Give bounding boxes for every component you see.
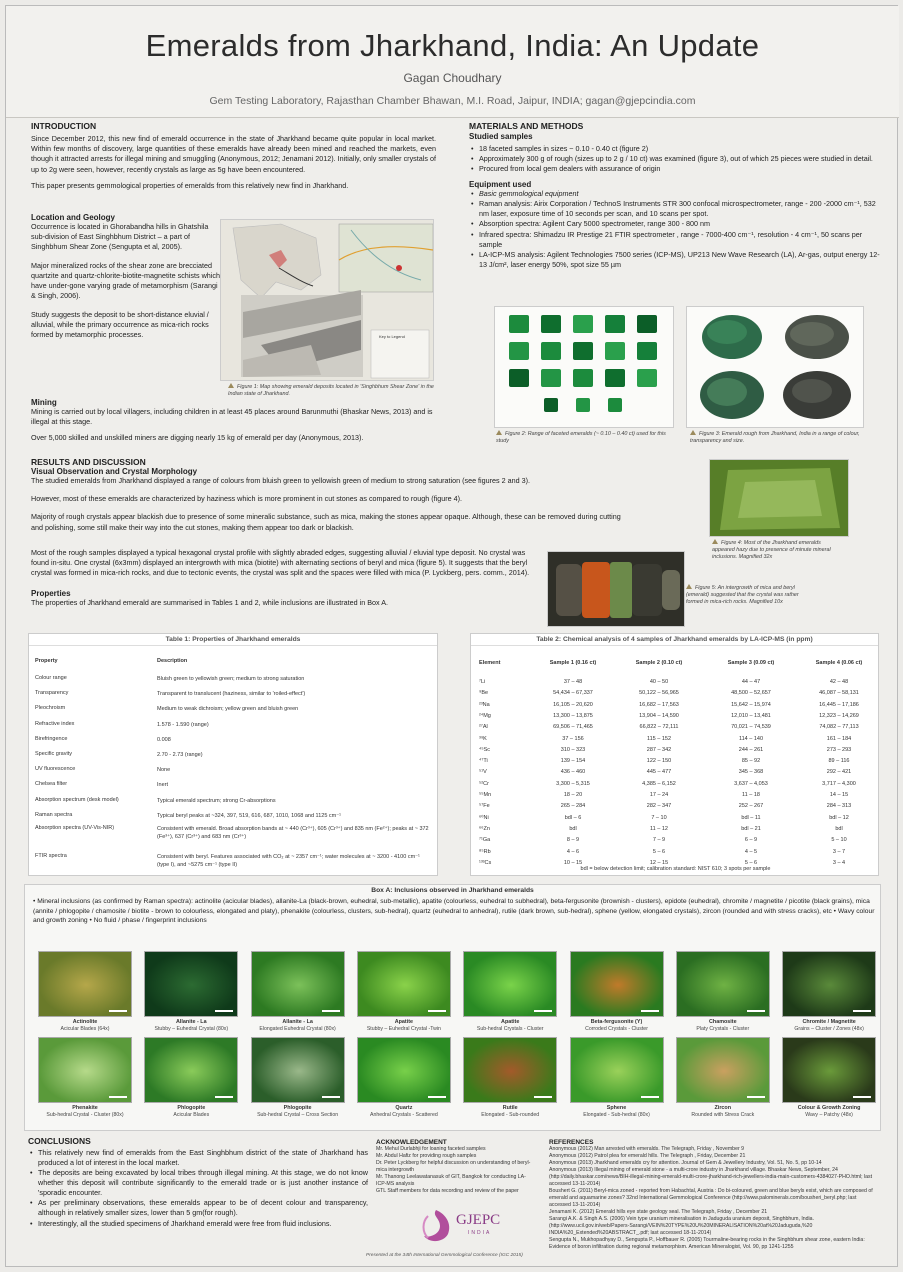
faceted-emerald: [576, 398, 590, 412]
inclusion-name: Actinolite: [72, 1019, 98, 1025]
table-2-value-cell: 54,434 – 67,337: [553, 690, 593, 697]
inclusion-description: Acicular Blades: [173, 1112, 210, 1118]
samples-list: [469, 144, 881, 174]
faceted-emerald: [605, 369, 625, 387]
faceted-emerald: [608, 398, 622, 412]
table-1-description-cell: None: [157, 767, 171, 773]
results-heading: RESULTS AND DISCUSSION: [31, 457, 146, 467]
table-1-title: Table 1: Properties of Jharkhand emeralds: [29, 634, 437, 646]
conclusion-item: • This relatively new find of emeralds from the East Singhbhum district of the state of Jharkhand has produced a lot of interest in the local market.: [28, 1148, 368, 1168]
equipment-item: • Raman analysis: Airix Corporation / TechnoS Instruments STR 300 confocal microspectrometer, range - 200 -2000 cm⁻¹, 532 nm laser, exposure time of 10 seconds per scan, and 10 scans per spot.: [469, 199, 881, 219]
reference-item: Anonymous (2012) Patrol plea for emerald hills. The Telegraph , Friday, December 21: [549, 1153, 746, 1160]
inclusion-photo: [570, 1037, 664, 1103]
table-2-element-cell: ²³Na: [479, 701, 490, 708]
results-p3: Majority of rough crystals appear blackish due to presence of some mineralic substance, such as mica, making the stones appear opaque. Although, these can be removed during cutting and polishing, some still make their way into the cut stones, making them appear too dark or blackish.: [31, 512, 621, 532]
table-2-value-cell: bdl – 21: [741, 825, 761, 832]
table-2-value-cell: 37 – 48: [563, 679, 583, 685]
samples-item: • Procured from local gem dealers with assurance of origin: [469, 164, 881, 174]
table-1-header-property: Property: [35, 658, 58, 664]
figure-2-caption-text: Figure 2: Range of faceted emeralds (~ 0.10 – 0.40 ct) used for this study: [496, 431, 666, 445]
table-2-value-cell: 4 – 6: [566, 848, 580, 855]
table-1-description-cell: Inert: [157, 782, 169, 788]
table-2-value-cell: 244 – 261: [738, 746, 764, 753]
table-2-header-cell: Sample 3 (0.09 ct): [727, 660, 775, 666]
table-2-element-cell: ⁵²Cr: [479, 780, 489, 787]
mining-heading: Mining: [31, 398, 57, 407]
table-2-element-cell: ⁷¹Ga: [479, 837, 491, 844]
figure-1-caption: [228, 383, 434, 398]
faceted-emerald: [509, 315, 529, 333]
ack-line: Mr. Thanong Leelawatanasuk of GIT, Bangkok for conducting LA-ICP-MS analysis: [376, 1174, 526, 1188]
materials-heading: MATERIALS AND METHODS: [469, 121, 584, 131]
table-1-property-cell: Pleochroism: [35, 705, 66, 711]
mining-p1: Mining is carried out by local villagers, including children in at least 45 places around Barunmuthi (Bhaskar News, 2013) and is illegal at this stage.: [31, 407, 433, 427]
table-2-value-cell: 12,323 – 14,269: [819, 712, 859, 719]
table-1-property-cell: Birefringence: [35, 736, 68, 742]
box-a-inclusions: [24, 884, 881, 1131]
presented-note: Presented at the 34th International Gemmological Conference (IGC 2015): [366, 1253, 523, 1258]
faceted-emerald: [637, 369, 657, 387]
inclusion-name: Sphene: [606, 1105, 627, 1111]
table-2-element-cell: ³⁹K: [479, 735, 487, 742]
table-2-value-cell: 3 – 7: [832, 848, 846, 855]
table-2-value-cell: 18 – 20: [563, 792, 583, 798]
table-2-value-cell: 7 – 9: [652, 837, 666, 844]
author: Gagan Choudhary: [403, 71, 502, 85]
table-2-value-cell: 284 – 313: [826, 803, 852, 810]
conclusion-item: • As per preliminary observations, these emeralds appear to be of decent colour and transparency, although in relatively smaller sizes, lower than 5 gm(for rough).: [28, 1198, 368, 1218]
poster: [5, 5, 898, 1267]
table-2-value-cell: 69,506 – 71,465: [553, 724, 593, 731]
ack-line: Dr. Peter Lyckberg for helpful discussion on understanding of beryl-mica intergrowth: [376, 1160, 531, 1174]
inclusion-photo: [144, 951, 238, 1017]
reference-item: Sarangi A.K. & Singh A.S. (2006) Vein type uranium mineralisation in Jaduguda uranium deposit, Singhbhum, India. (http://www.ucil.gov.in/web/Papers-Sarangi/VEIN%20TYPE%20U%20MINERALISATION%20at%20Jaduguda,%20 INDIA%20_Extended%20ABSTRACT_.pdf; last accessed 18-11-2014): [549, 1216, 815, 1237]
table-2-value-cell: 310 – 323: [560, 746, 586, 753]
table-2-value-cell: 85 – 92: [741, 758, 761, 765]
samples-item: • Approximately 300 g of rough (sizes up to 2 g / 10 ct) was examined (figure 3), out of which 25 pieces were studied in detail.: [469, 154, 881, 164]
inclusion-photo: [676, 1037, 770, 1103]
table-2-element-cell: ⁹Be: [479, 690, 489, 697]
conclusion-item: • The deposits are being excavated by local tribes through illegal mining. At this stage, we do not know whether this deposit will contribute significantly to the emerald trade or is just another instance of 'sporadic encounter.: [28, 1168, 368, 1198]
table-1-property-cell: UV fluorescence: [35, 766, 76, 772]
inclusion-photo: [463, 951, 557, 1017]
table-2-element-cell: ⁸⁵Rb: [479, 848, 491, 855]
equipment-item: • LA-ICP-MS analysis: Agilent Technologies 7500 series (ICP-MS), UP213 New Wave Research (LA), Ar-gas, output energy 12-13 J/cm², laser energy 50%, spot size 55 µm: [469, 250, 881, 270]
table-2-element-cell: ⁶⁰Ni: [479, 814, 489, 821]
inclusion-description: Rounded with Stress Crack: [691, 1112, 755, 1118]
table-2-note: bdl = below detection limit; calibration standard: NIST 610; 3 spots per sample: [580, 866, 771, 872]
inclusion-name: Allanite - La: [176, 1019, 207, 1025]
figure-3-caption: [690, 430, 862, 445]
table-2-value-cell: 8 – 9: [566, 837, 580, 844]
reference-item: Sengupta N., Mukhopadhyay D., Sengupta P., Hoffbauer R. (2005) Tourmaline-bearing rocks in the Singhbhum shear zone, eastern India: Evidence of boron infiltration during regional metamorphism. American Mineralogist, Vol. 90, pp 1241-1255: [549, 1237, 865, 1251]
inclusion-description: Wavy – Patchy (48x): [805, 1112, 853, 1118]
figure-3-rough-emeralds: [686, 306, 864, 428]
inclusion-name: Phlogopite: [283, 1105, 312, 1111]
table-2-value-cell: 13,904 – 14,590: [639, 712, 679, 719]
table-2-value-cell: 252 – 267: [738, 803, 764, 810]
inclusion-name: Phenakite: [72, 1105, 98, 1111]
location-section: [31, 213, 221, 340]
table-2-title: Table 2: Chemical analysis of 4 samples of Jharkhand emeralds by LA-ICP-MS (in ppm): [471, 634, 878, 646]
triangle-marker-icon: [686, 584, 692, 589]
properties-heading: Properties: [31, 588, 71, 598]
location-p2: Major mineralized rocks of the shear zone are brecciated quartzite and quartz-chlorite-biotite-magnetite schists which have under-gone varying grade of metamorphism (Sarangi & Singh, 2006).: [31, 260, 220, 301]
table-2-value-cell: 89 – 116: [828, 758, 850, 765]
table-2-value-cell: 5 – 6: [652, 848, 666, 855]
table-2-value-cell: 3,300 – 5,315: [556, 780, 590, 787]
table-2-element-cell: ²⁴Mg: [479, 712, 491, 719]
table-1-description-cell: Bluish green to yellowish green; medium to strong saturation: [157, 676, 305, 682]
table-2-value-cell: 287 – 342: [646, 746, 672, 753]
table-2-value-cell: 3 – 4: [832, 859, 846, 866]
inclusion-name: Chromite / Magnetite: [802, 1019, 856, 1025]
table-1-description-cell: 0.008: [157, 737, 171, 743]
table-2-value-cell: bdl – 12: [829, 814, 849, 821]
references-heading: REFERENCES: [549, 1139, 594, 1146]
inclusion-photo: [251, 951, 345, 1017]
table-1-property-cell: Transparency: [35, 690, 69, 696]
table-2-value-cell: 14 – 15: [829, 792, 849, 798]
intro-p2: This paper presents gemmological properties of emeralds from this relatively new find in Jharkhand.: [31, 180, 349, 190]
table-2-value-cell: 15,642 – 15,974: [731, 701, 771, 708]
table-2-header-cell: Sample 4 (0.06 ct): [815, 660, 863, 666]
triangle-marker-icon: [228, 383, 234, 388]
table-2-value-cell: 282 – 347: [646, 803, 672, 810]
reference-item: Anonymous (2013) Illegal mining of emerald stone - a multi-crore industry in Jharkhand village. Bhaskar News, September, 24 (http://daily.bhaskar.com/news/BIH-illegal-mining-emerald-multi-crore-jharkhand-rich-jewellers-india-main-customers-4384027-PHO.html; last accessed 13-11-2014): [549, 1167, 873, 1188]
inclusion-name: Chamosite: [709, 1019, 737, 1025]
ack-line: Mr. Mehul Durlabhji for loaning faceted samples: [376, 1146, 486, 1152]
table-2-value-cell: 445 – 477: [646, 769, 672, 776]
table-2-value-cell: 17 – 24: [649, 792, 669, 798]
faceted-emerald: [509, 369, 529, 387]
results-section: [31, 457, 631, 533]
table-1-property-cell: Refractive index: [35, 721, 75, 727]
table-2-value-cell: 40 – 50: [649, 679, 669, 685]
inclusion-description: Elongated Euhedral Crystal (80x): [259, 1026, 336, 1032]
table-2-value-cell: 273 – 293: [826, 746, 852, 753]
table-2-value-cell: bdl – 6: [564, 814, 582, 821]
table-1-description-cell: Consistent with beryl. Features associated with CO₂ at ~ 2357 cm⁻¹; water molecules at ~ 3200 - 4100 cm⁻¹ (type I), and ~5275 cm⁻¹ (type II): [157, 854, 420, 869]
conclusion-item: • Interestingly, all the studied specimens of Jharkhand emerald were free from fluid inclusions.: [28, 1219, 368, 1229]
poster-header: [6, 6, 899, 118]
table-2-value-cell: 16,682 – 17,563: [639, 701, 679, 708]
faceted-emerald: [605, 342, 625, 360]
table-2-element-cell: ⁴⁵Sc: [479, 746, 491, 753]
inclusion-description: Elongated - Sub-hedral (80x): [583, 1112, 650, 1118]
table-1-header-description: Description: [157, 658, 188, 664]
table-2-value-cell: 16,445 – 17,186: [819, 701, 859, 708]
table-2-value-cell: 12 – 15: [649, 859, 669, 866]
logo-subtext: INDIA: [468, 1230, 492, 1236]
table-2-value-cell: 345 – 368: [738, 769, 764, 776]
faceted-emerald: [637, 315, 657, 333]
table-1-property-cell: Colour range: [35, 675, 67, 681]
map-key-title: Key to Legend: [379, 334, 405, 339]
logo-text: GJEPC: [456, 1212, 501, 1228]
reference-item: Jenamani K. (2012) Emerald hills eye state geology seal. The Telegraph, Friday , December 21: [549, 1209, 768, 1216]
figure-4-caption-text: Figure 4: Most of the Jharkhand emeralds appeared hazy due to presence of minute mineral inclusions. Magnified 32x: [712, 540, 831, 561]
table-2-value-cell: 37 – 156: [562, 735, 584, 742]
table-1-property-cell: Absorption spectra (UV-Vis-NIR): [35, 825, 115, 831]
inclusion-name: Quartz: [395, 1105, 413, 1111]
results-subheading: Visual Observation and Crystal Morphology: [31, 467, 198, 476]
equipment-item: • Basic gemmological equipment: [469, 189, 881, 199]
inclusion-photo: [782, 951, 876, 1017]
inclusion-description: Anhedral Crystals - Scattered: [370, 1112, 438, 1118]
table-2-header-cell: Element: [479, 660, 501, 666]
map-graphic: [221, 220, 434, 381]
faceted-emerald: [605, 315, 625, 333]
table-2-value-cell: 115 – 152: [646, 735, 672, 742]
gjepc-logo: [416, 1206, 536, 1246]
table-1-description-cell: 2.70 - 2.73 (range): [157, 752, 203, 758]
inclusion-name: Allanite - La: [282, 1019, 313, 1025]
triangle-marker-icon: [496, 430, 502, 435]
acknowledgement-section: [376, 1139, 536, 1195]
table-2-element-cell: ⁵¹V: [479, 769, 487, 776]
table-2-value-cell: 265 – 284: [560, 803, 586, 810]
inclusion-name: Beta-fergusonite (Y): [590, 1019, 643, 1025]
inclusion-name: Phlogopite: [177, 1105, 206, 1111]
inclusion-description: Stubby – Euhedral Crystal (80x): [154, 1026, 229, 1032]
inclusion-description: Acicular Blades (64x): [60, 1026, 110, 1032]
table-2-element-cell: ¹³³Cs: [479, 859, 492, 866]
faceted-emerald: [573, 342, 593, 360]
location-p3: Study suggests the deposit to be short-distance eluvial / alluvial, while the primary occurrence as mica-rich rocks formed by metamorphic processes.: [31, 309, 209, 339]
inclusion-name: Apatite: [394, 1019, 414, 1025]
equipment-item: • Absorption spectra: Agilent Cary 5000 spectrometer, range 300 - 800 nm: [469, 219, 881, 229]
inclusion-photo: [251, 1037, 345, 1103]
inclusion-description: Platy Crystals - Cluster: [696, 1026, 750, 1032]
table-2-value-cell: 10 – 15: [563, 859, 583, 866]
table-2-value-cell: 4,385 – 6,152: [642, 780, 676, 787]
table-2-element-cell: ⁷Li: [479, 679, 486, 685]
affiliation: Gem Testing Laboratory, Rajasthan Chamber Bhawan, M.I. Road, Jaipur, INDIA; gagan@gjepcindia.com: [209, 95, 696, 107]
faceted-emerald: [544, 398, 558, 412]
faceted-emeralds-graphic: [495, 307, 674, 428]
faceted-emerald: [541, 342, 561, 360]
table-1-properties: [28, 633, 438, 876]
table-2-header-cell: Sample 2 (0.10 ct): [635, 660, 683, 666]
table-2-value-cell: 11 – 12: [650, 825, 668, 832]
reference-item: Anonymous (2013) Jharkhand emeralds cry for attention. Journal of Gem & Jewellery Industry, Vol. 51, No. 5, pp 10-14: [549, 1160, 822, 1167]
results-p4: Most of the rough samples displayed a typical hexagonal crystal profile with slightly abraded edges, suggesting alluvial / eluvial type deposit. No crystal was found in-situ. One crystal (6x3mm) displayed an intergrowth with mica (biotite) with alternating sections of beryl and mica (figure 5). It suggests that the beryl crystal was formed in mica-rich rocks, and due to tectonic events, the crystal was split and the spaces were filled with mica (P. Lyckberg, pers. comm., 2014).: [31, 548, 530, 578]
faceted-emerald: [637, 342, 657, 360]
inclusion-photo: [38, 951, 132, 1017]
inclusion-description: Elongated - Sub-rounded: [481, 1112, 540, 1118]
table-2-value-cell: 12,010 – 13,481: [731, 712, 771, 719]
mining-p2: Over 5,000 skilled and unskilled miners are digging nearly 15 kg of emerald per day (Anonymous, 2013).: [31, 433, 364, 443]
box-a-title: Box A: Inclusions observed in Jharkhand emeralds: [371, 887, 534, 894]
results-morphology: [31, 548, 531, 608]
inclusion-photo: [782, 1037, 876, 1103]
figure-4-caption: [712, 539, 837, 561]
triangle-marker-icon: [712, 539, 718, 544]
equipment-item: • Infrared spectra: Shimadzu IR Prestige 21 FTIR spectrometer , range - 7000-400 cm⁻¹, resolution - 4 cm⁻¹, 50 scans per sample: [469, 230, 881, 250]
inclusion-description: Sub-hedral Crystal - Cluster (80x): [46, 1112, 124, 1118]
table-2-element-cell: ⁴⁷Ti: [479, 758, 488, 765]
inclusion-photo: [570, 951, 664, 1017]
table-2-value-cell: 16,105 – 20,620: [553, 701, 593, 708]
table-2-value-cell: 161 – 184: [826, 735, 852, 742]
table-1-description-cell: Transparent to translucent (haziness, similar to 'roiled-effect'): [157, 691, 306, 697]
figure-2-caption: [496, 430, 672, 445]
inclusion-photo: [144, 1037, 238, 1103]
table-2-value-cell: 114 – 140: [738, 735, 764, 742]
table-1-property-cell: Chelsea filter: [35, 781, 68, 787]
table-2-value-cell: 3,717 – 4,300: [822, 780, 856, 787]
table-2-header-cell: Sample 1 (0.16 ct): [549, 660, 597, 666]
table-2-value-cell: 44 – 47: [741, 679, 761, 685]
figure-3-caption-text: Figure 3: Emerald rough from Jharkhand, India in a range of colour, transparency and size.: [690, 431, 860, 445]
table-2-value-cell: 139 – 154: [560, 758, 586, 765]
figure-1-caption-text: Figure 1: Map showing emerald deposits located in 'Singhbhum Shear Zone' in the Indian state of Jharkhand.: [228, 384, 434, 398]
table-2-element-cell: ²⁷Al: [479, 724, 488, 731]
inclusion-photo: [357, 1037, 451, 1103]
table-2-value-cell: 3,637 – 4,053: [734, 780, 768, 787]
table-1-description-cell: Medium to weak dichroism; yellow green and bluish green: [157, 706, 299, 712]
gjepc-logo-icon: [416, 1206, 456, 1246]
table-2-value-cell: 11 – 18: [742, 792, 760, 798]
table-2-value-cell: 48,500 – 52,657: [731, 690, 771, 697]
inclusion-description: Sub-hedral Crystals - Cluster: [476, 1026, 544, 1032]
faceted-emerald: [541, 369, 561, 387]
inclusion-name: Rutile: [502, 1105, 518, 1111]
table-2-value-cell: 5 – 6: [744, 859, 758, 866]
triangle-marker-icon: [690, 430, 696, 435]
location-p1: Occurrence is located in Ghorabandha hills in Ghatshila sub-division of East Singhbhum District – a part of Singhbhum Shear Zone (Sengupta et al, 2005).: [31, 222, 209, 252]
mining-section: [31, 398, 436, 444]
inclusion-photo: [357, 951, 451, 1017]
conclusions-list: [28, 1148, 368, 1229]
faceted-emerald: [541, 315, 561, 333]
inclusion-photo: [463, 1037, 557, 1103]
inclusion-description: Sub-hedral Crystal – Cross Section: [257, 1112, 339, 1118]
table-1-property-cell: Specific gravity: [35, 751, 72, 757]
equipment-list: [469, 189, 881, 270]
figure-4-hazy-emerald: [709, 459, 849, 537]
samples-heading: Studied samples: [469, 132, 533, 141]
table-2-value-cell: 6 – 9: [744, 837, 758, 844]
poster-title: Emeralds from Jharkhand, India: An Update: [145, 28, 760, 63]
conclusions-heading: CONCLUSIONS: [28, 1136, 91, 1146]
inclusion-photo: [38, 1037, 132, 1103]
intro-p1: Since December 2012, this new find of emerald occurrence in the state of Jharkhand became quite popular in local market. Within few months of discovery, large quantities of these emeralds have already been mined and reached the markets, even though it attracted arrests for illegal mining and smuggling (Anonymous, 2012; Jenamani 2012). Initially, only smaller crystals of up to 2g were seen, however, recently crystals as large as 5g have been encountered.: [31, 134, 436, 174]
results-p1: The studied emeralds from Jharkhand displayed a range of colours from bluish green to yellowish green of medium to strong saturation (see figures 2 and 3).: [31, 476, 530, 485]
box-a-text-content: Mineral inclusions (as confirmed by Raman spectra): actinolite (acicular blades), allanite-La (black-brown, euhedral, sub-metallic), apatite (colourless, euhedral to subhedral), beta-fergusonite (brownish - clusters), epidote (euhedral), chromite / magnetite / picotite (black grains), mica (annite / phlogopite / chamosite / biotite - brown to colourless, elongated and platy), phenakite (colourless, clusters, sub-hedral), quartz (euhedral to anhedral), rutile (dark brown, sub-hedral), sphene (yellow, elongated crystals), zircon (rounded and with stress cracks), etc • Wavy colour and growth zoning • No fluid / phase / fingerprint inclusions: [33, 898, 875, 925]
faceted-emerald: [573, 315, 593, 333]
figure-5-caption: [686, 584, 801, 606]
table-2-element-cell: ⁶⁶Zn: [479, 825, 490, 832]
rough-emeralds-graphic: [687, 307, 864, 428]
table-2-value-cell: 5 – 10: [831, 837, 847, 844]
references-section: [549, 1139, 879, 1251]
table-2-value-cell: 292 – 421: [826, 769, 852, 776]
table-2-value-cell: 13,300 – 13,875: [553, 712, 593, 719]
materials-section: [469, 121, 881, 270]
inclusion-description: Corroded Crystals - Cluster: [585, 1026, 648, 1032]
table-2-value-cell: 4 – 5: [744, 848, 758, 855]
inclusion-name: Zircon: [714, 1105, 732, 1111]
table-2-value-cell: 7 – 10: [651, 814, 667, 821]
reference-item: Anonymous (2012) Man arrested with emeralds. The Telegraph, Friday , November 9: [549, 1146, 745, 1152]
intro-heading: INTRODUCTION: [31, 121, 97, 131]
conclusions-section: [28, 1136, 368, 1229]
ack-line: Mr. Abdul Hafiz for providing rough samples: [376, 1153, 477, 1160]
hazy-emerald-graphic: [710, 460, 849, 537]
figure-2-faceted-emeralds: [494, 306, 674, 428]
inclusion-photo: [676, 951, 770, 1017]
table-2-value-cell: 74,082 – 77,113: [819, 724, 859, 731]
table-1-property-cell: FTIR spectra: [35, 853, 67, 859]
figure-5-caption-text: Figure 5: An intergrowth of mica and beryl (emerald) suggested that the crystal was rather formed in mica-rich rocks. Magnified 10x: [686, 585, 799, 606]
table-2-value-cell: 50,122 – 56,965: [639, 690, 679, 697]
location-heading: Location and Geology: [31, 213, 116, 222]
inclusion-description: Stubby – Euhedral Crystal -Twin: [366, 1026, 441, 1032]
faceted-emerald: [509, 342, 529, 360]
equipment-heading: Equipment used: [469, 180, 532, 190]
table-1-description-cell: Typical beryl peaks at ~324, 397, 519, 616, 687, 1010, 1068 and 1125 cm⁻¹: [157, 813, 341, 819]
properties-text: The properties of Jharkhand emerald are summarised in Tables 1 and 2, while inclusions are illustrated in Box A.: [31, 597, 389, 607]
intro-section: [31, 121, 436, 191]
table-2-value-cell: 122 – 150: [646, 758, 672, 765]
faceted-emerald: [573, 369, 593, 387]
table-1-description-cell: 1.578 - 1.590 (range): [157, 722, 209, 728]
inclusion-name: Apatite: [501, 1019, 520, 1025]
acknowledgement-heading: ACKNOWLEDGEMENT: [376, 1139, 447, 1146]
reference-item: Boushert G. (2011) Beryl-mica zoned - reported from Habachtal, Austria : Do bi-coloured, green and blue beryls exist, which are composed of emerald and aquamarine zones? 32nd International Gemmological Conference (http://www.palominerals.com/bousheri_beryl.php; last accessed 13-11-2014): [549, 1188, 873, 1209]
table-2-value-cell: 46,087 – 58,131: [819, 690, 859, 697]
inclusion-description: Grains – Cluster / Zones (48x): [794, 1026, 864, 1032]
ack-line: GTL Staff members for data recording and review of the paper: [376, 1188, 519, 1195]
table-2-value-cell: bdl: [835, 825, 843, 832]
table-2-value-cell: bdl: [569, 825, 577, 832]
table-1-description-cell: Typical emerald spectrum; strong Cr-absorptions: [157, 798, 276, 804]
table-2-element-cell: ⁵⁷Fe: [479, 803, 490, 810]
figure-1-map: [220, 219, 434, 381]
table-1-property-cell: Raman spectra: [35, 812, 73, 818]
table-2-value-cell: 70,021 – 74,539: [731, 724, 771, 731]
table-2-value-cell: 66,822 – 72,111: [639, 724, 679, 731]
results-p2: However, most of these emeralds are characterized by haziness which is more prominent in cut stones as compared to rough (figure 4).: [31, 494, 463, 504]
table-2-element-cell: ⁵⁵Mn: [479, 792, 492, 798]
table-2-value-cell: 42 – 48: [829, 679, 849, 685]
table-2-value-cell: bdl – 11: [741, 814, 761, 821]
table-1-property-cell: Absorption spectrum (desk model): [35, 797, 119, 803]
inclusion-name: Colour & Growth Zoning: [797, 1105, 861, 1111]
table-2-value-cell: 436 – 460: [560, 769, 586, 776]
table-2-chemical-analysis: [470, 633, 879, 876]
figure-5-mica-intergrowth: [547, 551, 685, 627]
table-1-description-cell: Consistent with emerald. Broad absorption bands at ~ 440 (Cr³⁺), 605 (Cr³⁺) and 835 nm (Fe²⁺); peaks at ~ 372 (Fe³⁺), 637 (Cr³⁺) and 683 nm (Cr³⁺): [157, 826, 429, 841]
box-a-text: • Mineral inclusions (as confirmed by Raman spectra): actinolite (acicular blades), allanite-La (black-brown, euhedral, sub-metallic), apatite (colourless, euhedral to subhedral), beta-fergusonite (brownish - clusters), epidote (euhedral), chromite / magnetite / picotite (black grains), mica (annite / phlogopite / chamosite / biotite - brown to colourless, elongated and platy), phenakite (colourless, clusters, sub-hedral), quartz (euhedral to anhedral), rutile (dark brown, sub-hedral), sphene (yellow, elongated crystals), zircon (rounded and with stress cracks), etc • Wavy colour and growth zoning • No fluid / phase / fingerprint inclusions: [33, 898, 875, 925]
mica-intergrowth-graphic: [548, 552, 685, 627]
samples-item: • 18 faceted samples in sizes ~ 0.10 - 0.40 ct (figure 2): [469, 144, 881, 154]
